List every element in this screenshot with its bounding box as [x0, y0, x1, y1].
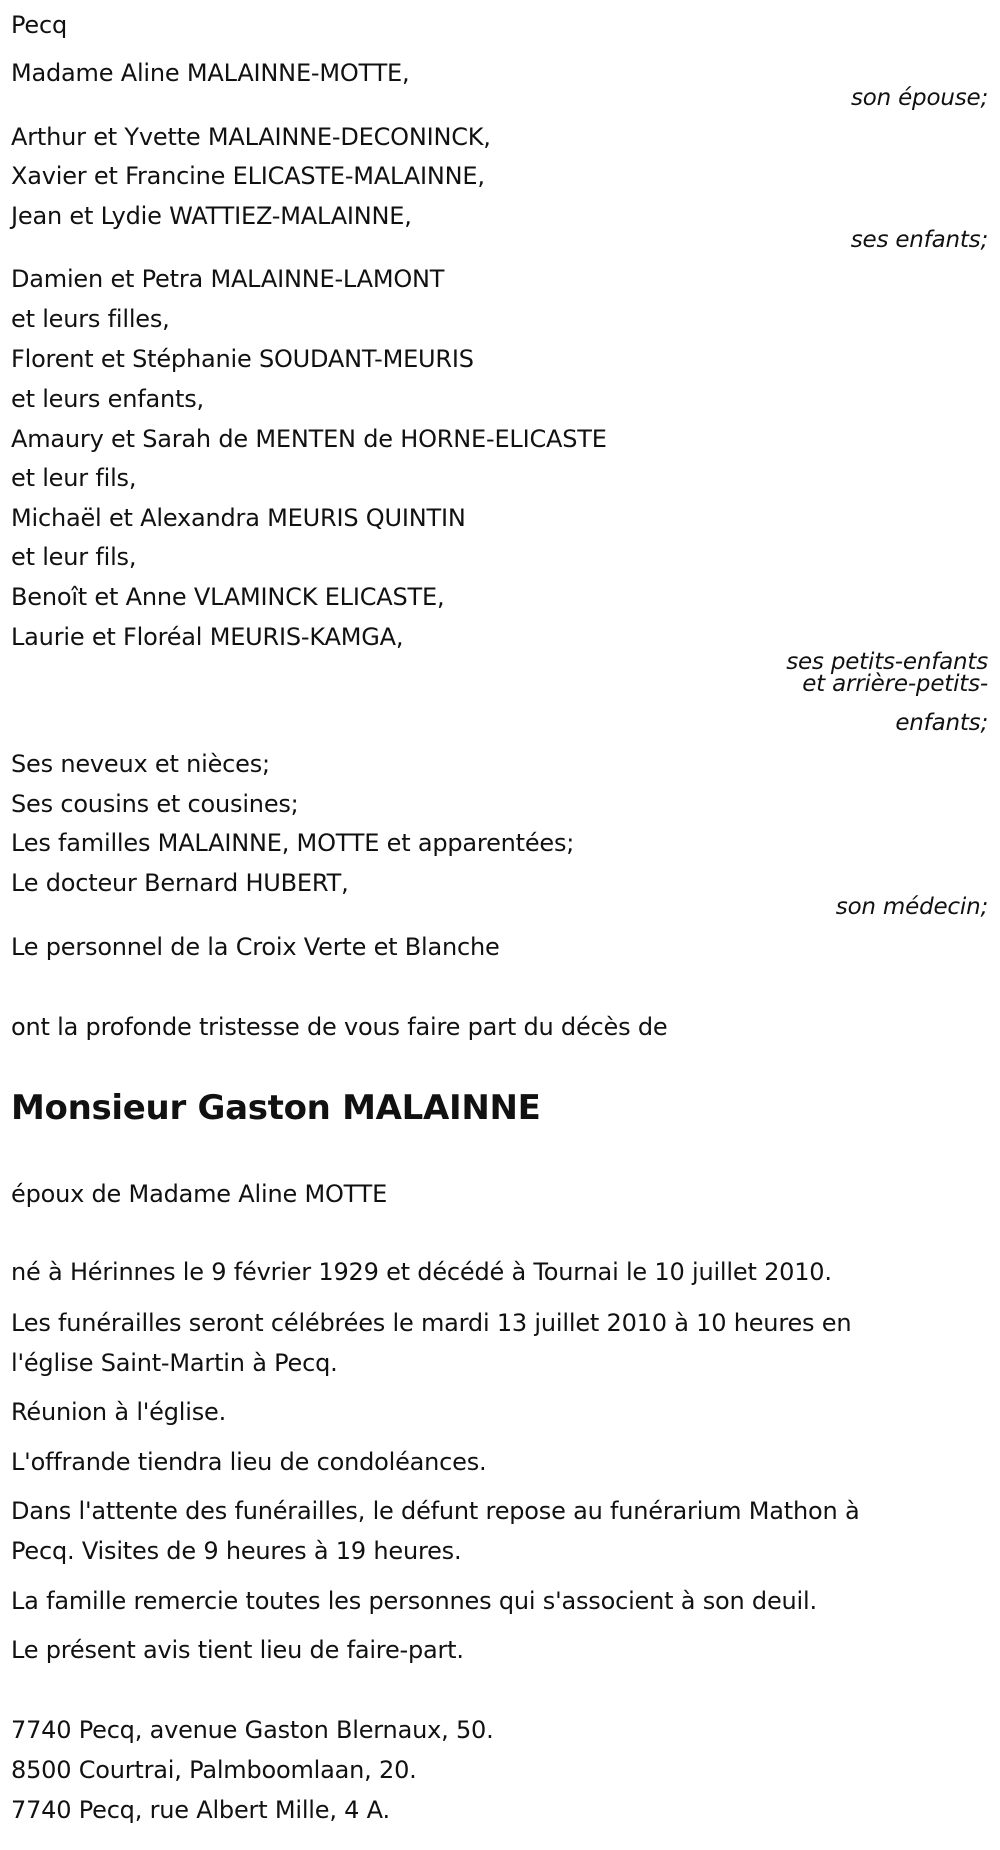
- meeting-info: Réunion à l'église.: [11, 1398, 227, 1426]
- grandchild-line: et leur fils,: [11, 464, 137, 492]
- notice-info: Le présent avis tient lieu de faire-part.: [11, 1636, 464, 1664]
- announcement: ont la profonde tristesse de vous faire part du décès de: [11, 1013, 668, 1041]
- doctor-relation: son médecin;: [835, 894, 988, 920]
- spouse-name: Madame Aline MALAINNE-MOTTE,: [11, 59, 410, 87]
- deceased-name: Monsieur Gaston MALAINNE: [11, 1088, 541, 1128]
- location: Pecq: [11, 11, 68, 39]
- grandchild-line: Laurie et Floréal MEURIS-KAMGA,: [11, 623, 404, 651]
- other-relatives-line: Ses cousins et cousines;: [11, 790, 299, 818]
- grandchild-line: Benoît et Anne VLAMINCK ELICASTE,: [11, 583, 445, 611]
- grandchild-line: et leur fils,: [11, 543, 137, 571]
- thanks-info: La famille remercie toutes les personnes qui s'associent à son deuil.: [11, 1587, 817, 1615]
- wake-info: Dans l'attente des funérailles, le défunt repose au funérarium Mathon à: [11, 1497, 860, 1525]
- child-line: Arthur et Yvette MALAINNE-DECONINCK,: [11, 123, 491, 151]
- funeral-info: Les funérailles seront célébrées le mardi 13 juillet 2010 à 10 heures en: [11, 1309, 852, 1337]
- staff-line: Le personnel de la Croix Verte et Blanche: [11, 933, 500, 961]
- grandchildren-relation: ses petits-enfants: [786, 649, 988, 675]
- spouse-relation: son épouse;: [850, 85, 988, 111]
- other-relatives-line: Ses neveux et nièces;: [11, 750, 270, 778]
- grandchildren-relation: enfants;: [895, 710, 988, 736]
- grandchildren-relation: et arrière-petits-: [802, 671, 988, 697]
- spouse-of: époux de Madame Aline MOTTE: [11, 1180, 388, 1208]
- doctor-line: Le docteur Bernard HUBERT,: [11, 869, 349, 897]
- offering-info: L'offrande tiendra lieu de condoléances.: [11, 1448, 487, 1476]
- child-line: Jean et Lydie WATTIEZ-MALAINNE,: [11, 202, 412, 230]
- address-line: 7740 Pecq, rue Albert Mille, 4 A.: [11, 1796, 390, 1824]
- other-relatives-line: Les familles MALAINNE, MOTTE et apparentées;: [11, 829, 575, 857]
- wake-info: Pecq. Visites de 9 heures à 19 heures.: [11, 1537, 462, 1565]
- child-line: Xavier et Francine ELICASTE-MALAINNE,: [11, 162, 485, 190]
- grandchild-line: Amaury et Sarah de MENTEN de HORNE-ELICASTE: [11, 425, 607, 453]
- children-relation: ses enfants;: [850, 227, 988, 253]
- birth-death: né à Hérinnes le 9 février 1929 et décédé à Tournai le 10 juillet 2010.: [11, 1258, 832, 1286]
- grandchild-line: Damien et Petra MALAINNE-LAMONT: [11, 265, 445, 293]
- grandchild-line: Michaël et Alexandra MEURIS QUINTIN: [11, 504, 466, 532]
- funeral-info: l'église Saint-Martin à Pecq.: [11, 1349, 338, 1377]
- grandchild-line: Florent et Stéphanie SOUDANT-MEURIS: [11, 345, 474, 373]
- grandchild-line: et leurs filles,: [11, 305, 170, 333]
- grandchild-line: et leurs enfants,: [11, 385, 204, 413]
- address-line: 8500 Courtrai, Palmboomlaan, 20.: [11, 1756, 417, 1784]
- address-line: 7740 Pecq, avenue Gaston Blernaux, 50.: [11, 1716, 494, 1744]
